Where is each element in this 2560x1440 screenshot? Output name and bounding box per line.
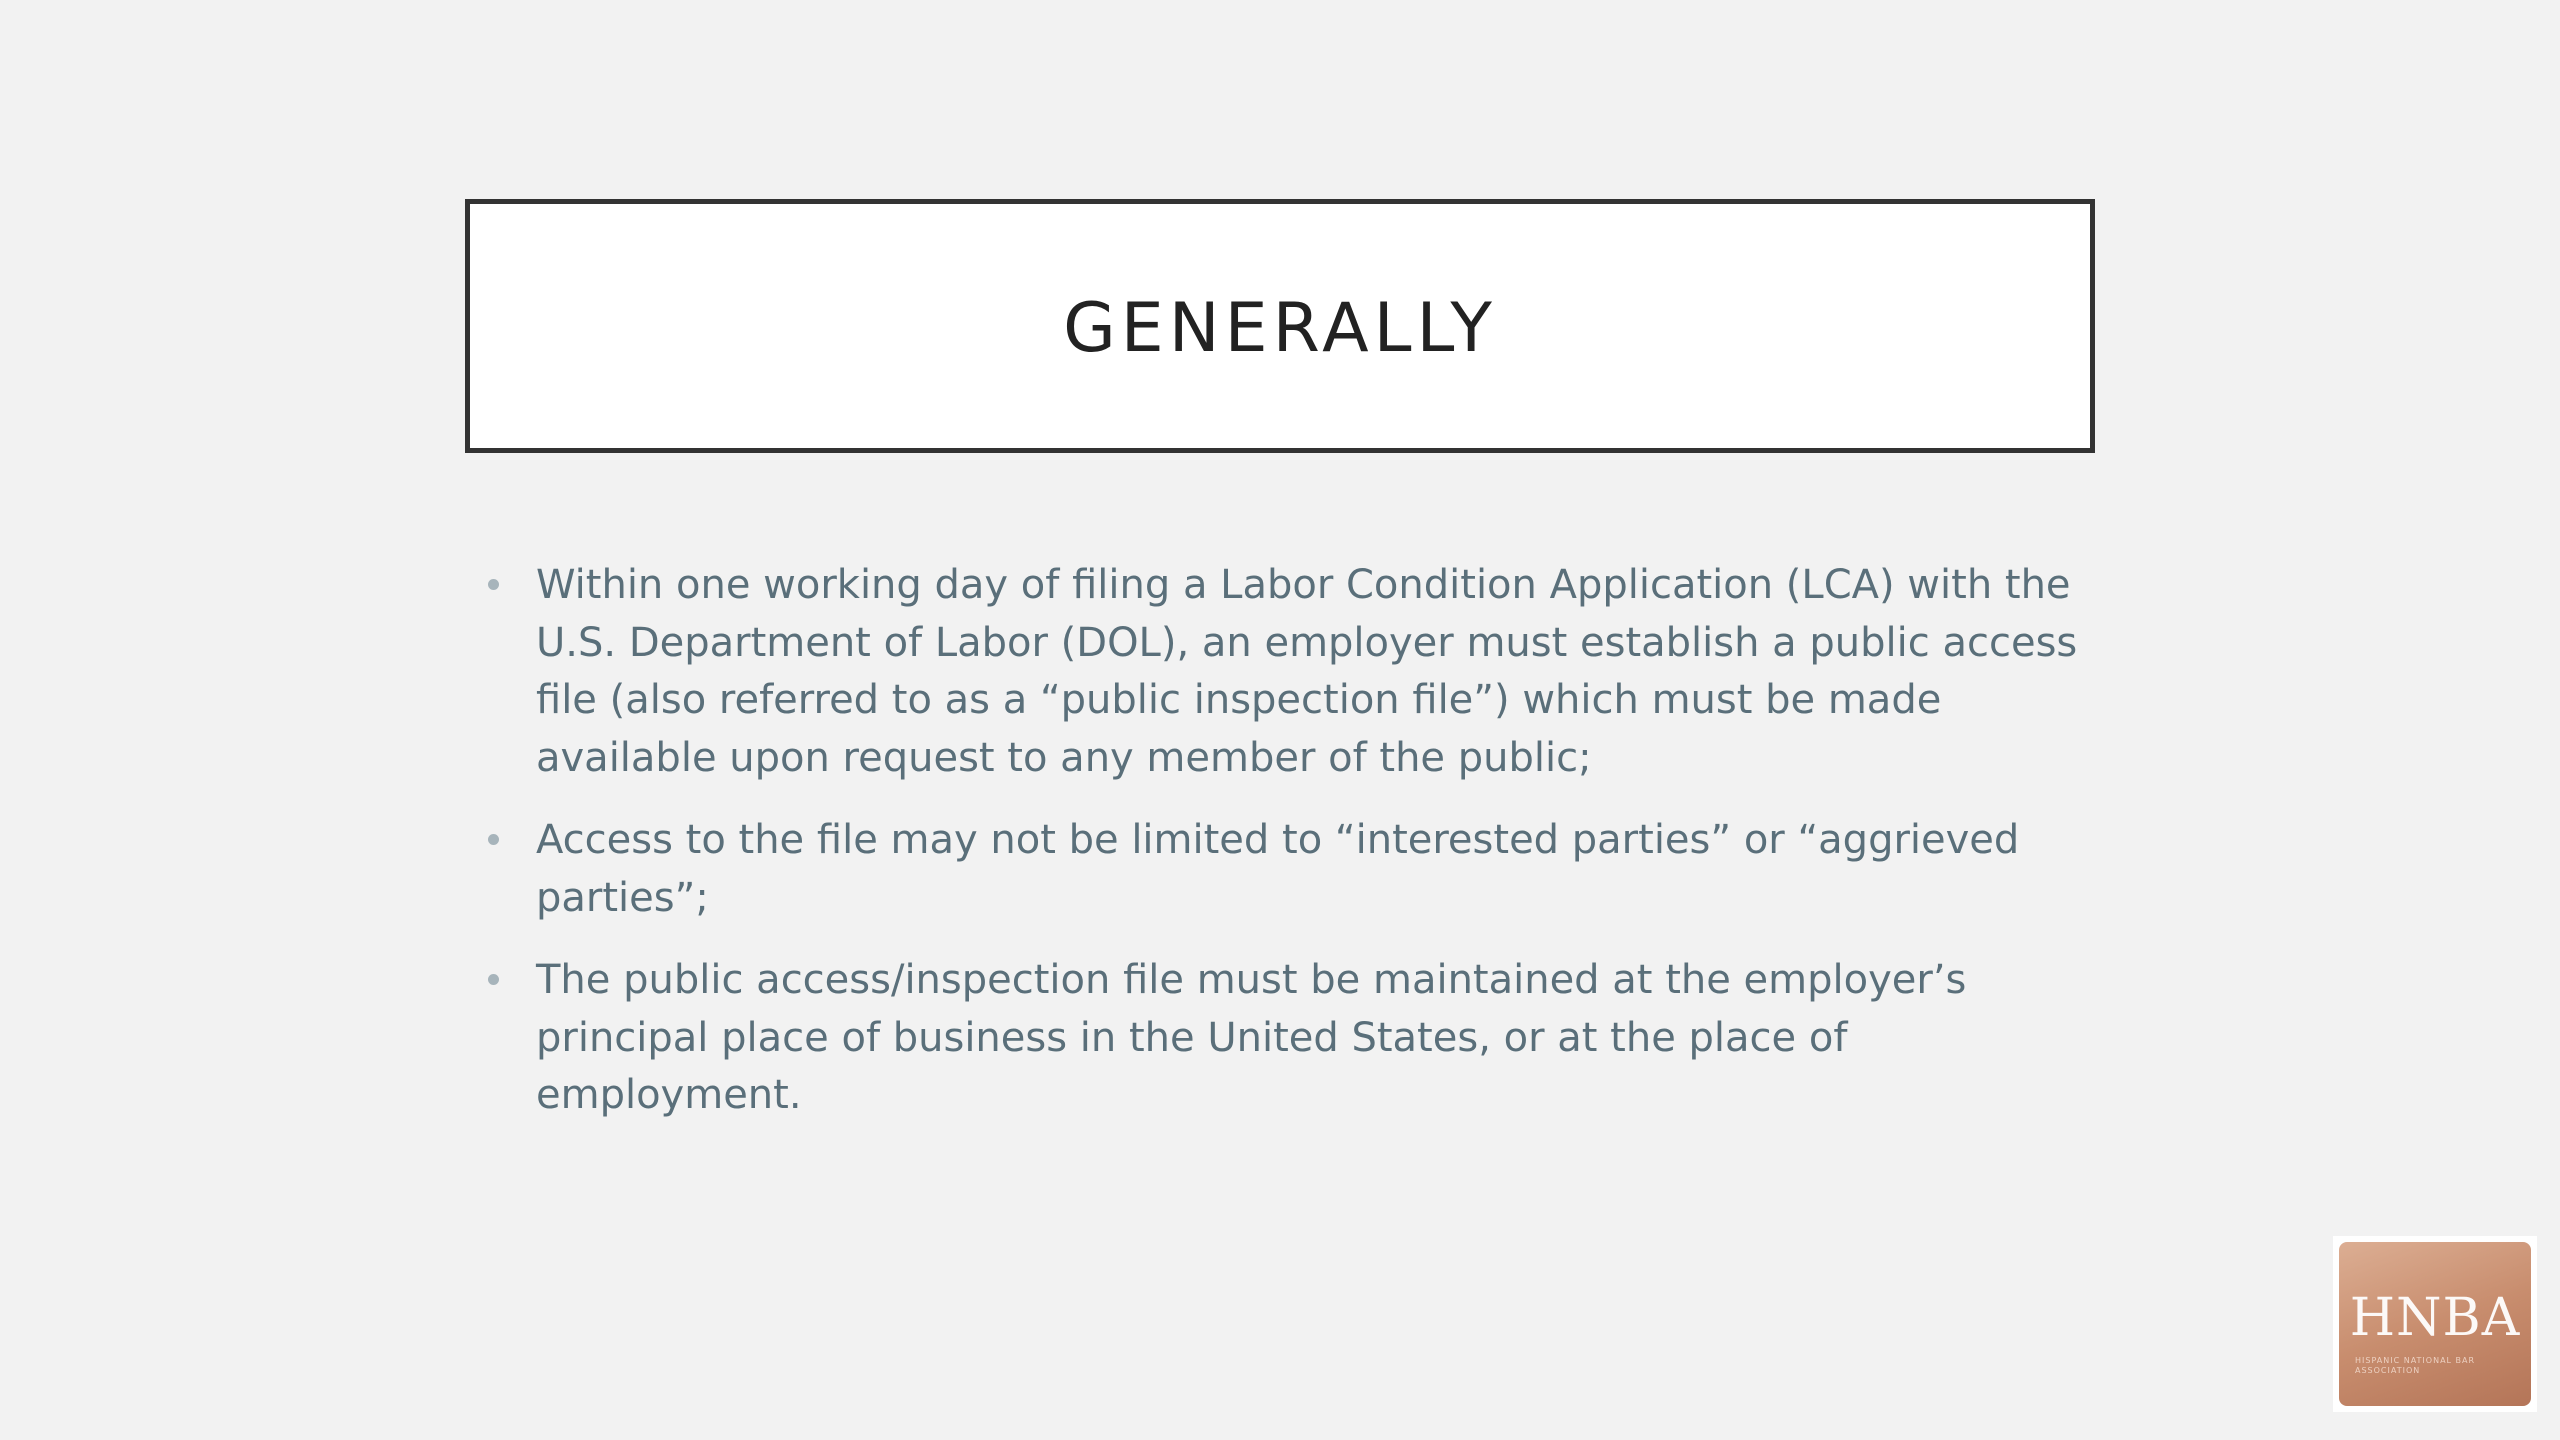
bullet-dot-icon (488, 834, 499, 845)
slide-title: GENERALLY (1063, 288, 1497, 368)
bullet-dot-icon (488, 579, 499, 590)
hnba-logo (2333, 1236, 2537, 1412)
title-box (465, 199, 2095, 453)
bullet-text: Access to the file may not be limited to “interested parties” or “aggrieved parties”; (536, 817, 2020, 921)
bullet-item (480, 812, 2120, 927)
bullet-text: The public access/inspection file must be maintained at the employer’s principal place of business in the United States, or at the place of employment. (536, 957, 1967, 1118)
logo-subtext: HISPANIC NATIONAL BAR ASSOCIATION (2355, 1356, 2476, 1375)
bullet-text: Within one working day of filing a Labor Condition Application (LCA) with the U.S. Department of Labor (DOL), an employer must establish a public access file (also referred to as a “public inspection file”) which must be made available upon request to any member of the public; (536, 562, 2078, 781)
bullet-list (480, 557, 2120, 1150)
bullet-item (480, 952, 2120, 1125)
bullet-item (480, 557, 2120, 787)
bullet-dot-icon (488, 974, 499, 985)
logo-badge (2339, 1242, 2531, 1406)
logo-text: HNBA (2349, 1288, 2521, 1348)
